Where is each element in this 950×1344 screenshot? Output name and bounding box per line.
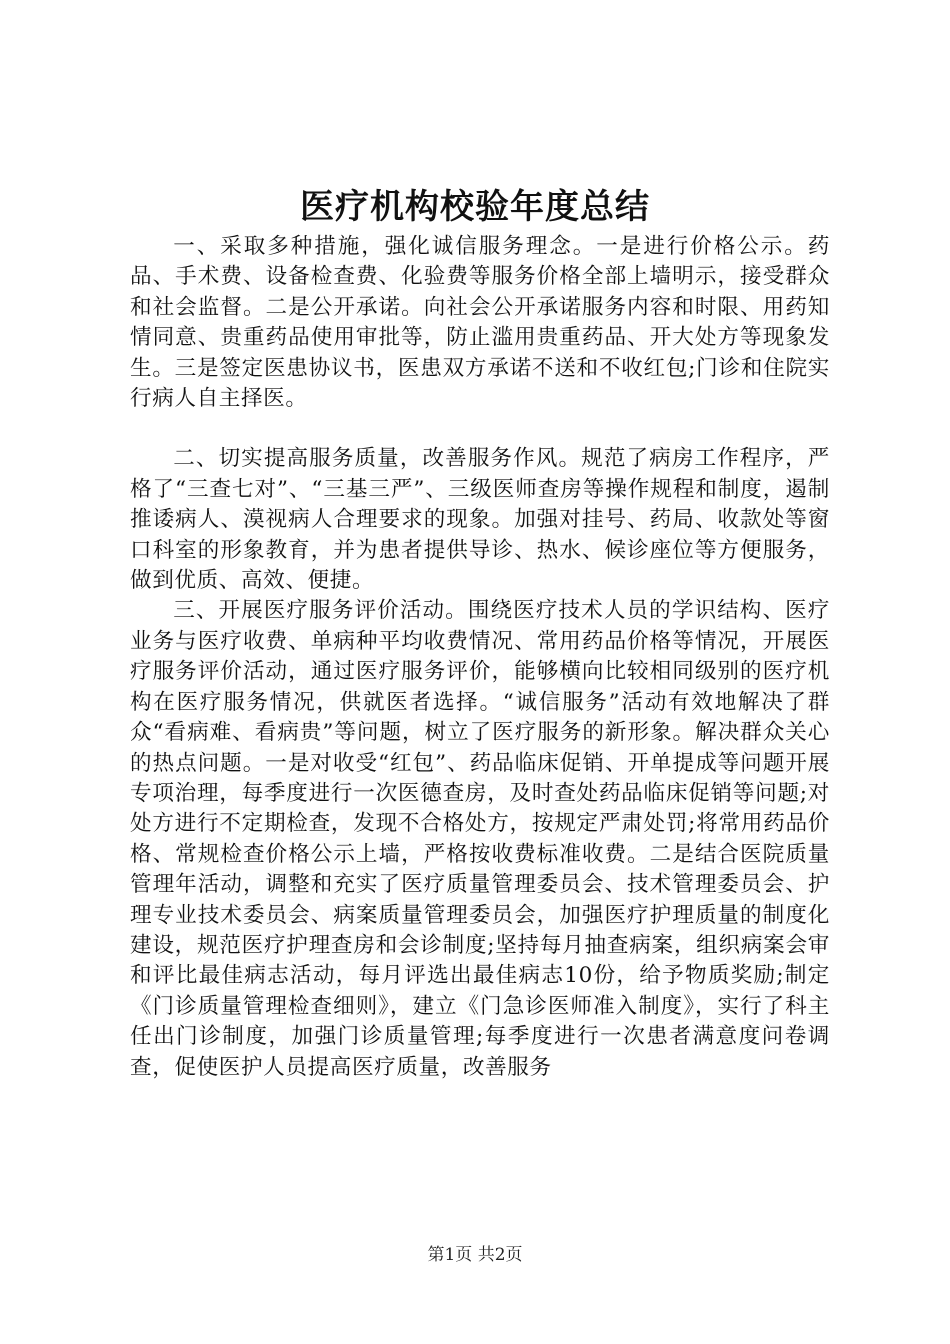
paragraph-2: 二、切实提高服务质量，改善服务作风。规范了病房工作程序，严格了“三查七对”、“三基三严”、三级医师查房等操作规程和制度，遏制推诿病人、漠视病人合理要求的现象。加强对挂号、药局、收款处等窗口科室的形象教育，并为患者提供导诊、热水、候诊座位等方便服务，做到优质、高效、便捷。 bbox=[130, 446, 830, 594]
paragraph-1: 一、采取多种措施，强化诚信服务理念。一是进行价格公示。药品、手术费、设备检查费、化验费等服务价格全部上墙明示，接受群众和社会监督。二是公开承诺。向社会公开承诺服务内容和时限、用药知情同意、贵重药品使用审批等，防止滥用贵重药品、开大处方等现象发生。三是签定医患协议书，医患双方承诺不送和不收红包;门诊和住院实行病人自主择医。 bbox=[130, 234, 830, 412]
page-number-footer: 第1页 共2页 bbox=[427, 1245, 523, 1265]
document-title: 医疗机构校验年度总结 bbox=[300, 187, 650, 227]
paragraph-spacer bbox=[130, 414, 830, 444]
paragraph-3: 三、开展医疗服务评价活动。围绕医疗技术人员的学识结构、医疗业务与医疗收费、单病种平均收费情况、常用药品价格等情况，开展医疗服务评价活动，通过医疗服务评价，能够横向比较相同级别的医疗机构在医疗服务情况，供就医者选择。“诚信服务”活动有效地解决了群众“看病难、看病贵”等问题，树立了医疗服务的新形象。解决群众关心的热点问题。一是对收受“红包”、药品临床促销、开单提成等问题开展专项治理，每季度进行一次医德查房，及时查处药品临床促销等问题;对处方进行不定期检查，发现不合格处方，按规定严肃处罚;将常用药品价格、常规检查价格公示上墙，严格按收费标准收费。二是结合医院质量管理年活动，调整和充实了医疗质量管理委员会、技术管理委员会、护理专业技术委员会、病案质量管理委员会，加强医疗护理质量的制度化建设，规范医疗护理查房和会诊制度;坚持每月抽查病案，组织病案会审和评比最佳病志活动，每月评选出最佳病志10份，给予物质奖励;制定《门诊质量管理检查细则》，建立《门急诊医师准入制度》，实行了科主任出门诊制度，加强门诊质量管理;每季度进行一次患者满意度问卷调查，促使医护人员提高医疗质量，改善服务 bbox=[130, 598, 830, 1080]
document-body bbox=[130, 232, 830, 1083]
